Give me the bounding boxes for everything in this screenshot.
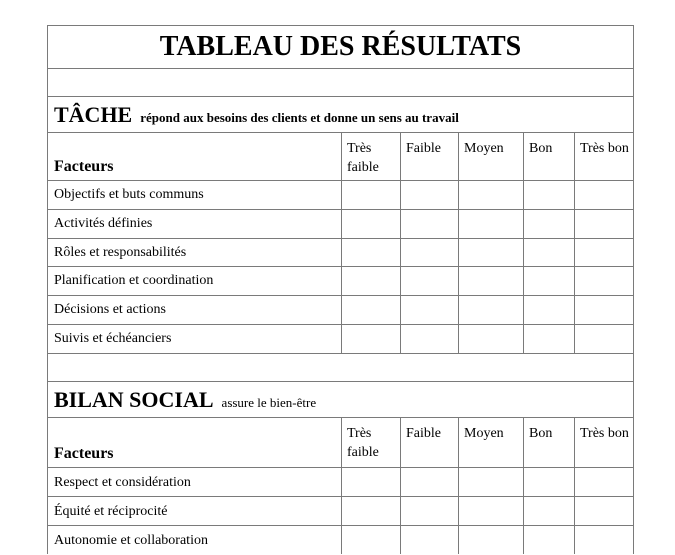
factor-label: Rôles et responsabilités <box>54 244 187 260</box>
factor-row <box>47 180 634 209</box>
rating-cell[interactable] <box>523 239 574 267</box>
rating-header: Très faible <box>341 418 400 467</box>
rating-cell[interactable] <box>523 267 574 295</box>
section-description: assure le bien-être <box>221 395 317 410</box>
rating-cell[interactable] <box>341 181 400 209</box>
factor-label: Planification et coordination <box>54 273 214 289</box>
rating-cell[interactable] <box>400 325 458 353</box>
rating-header: Moyen <box>458 418 523 467</box>
spacer-row <box>47 353 634 381</box>
rating-cell[interactable] <box>400 526 458 554</box>
factors-header: Facteurs <box>54 158 114 175</box>
rating-cell[interactable] <box>523 468 574 496</box>
factor-label: Suivis et échéanciers <box>54 331 172 346</box>
rating-header: Bon <box>523 133 574 180</box>
rating-cell[interactable] <box>341 296 400 324</box>
rating-header: Bon <box>523 418 574 467</box>
rating-cell[interactable] <box>458 210 523 238</box>
factor-row <box>47 324 634 353</box>
rating-cell[interactable] <box>458 239 523 267</box>
rating-cell[interactable] <box>400 239 458 267</box>
rating-cell[interactable] <box>458 526 523 554</box>
rating-cell[interactable] <box>458 181 523 209</box>
factor-label: Respect et considération <box>54 475 191 490</box>
factor-row <box>47 295 634 324</box>
factor-row <box>47 209 634 238</box>
rating-header: Faible <box>400 418 458 467</box>
rating-cell[interactable] <box>574 526 634 554</box>
rating-cell[interactable] <box>400 468 458 496</box>
rating-cell[interactable] <box>341 239 400 267</box>
rating-cell[interactable] <box>341 267 400 295</box>
rating-cell[interactable] <box>341 497 400 525</box>
rating-cell[interactable] <box>400 497 458 525</box>
section-name: TÂCHE <box>54 102 133 127</box>
rating-cell[interactable] <box>341 526 400 554</box>
rating-cell[interactable] <box>523 181 574 209</box>
factor-label: Équité et réciprocité <box>54 504 168 519</box>
rating-cell[interactable] <box>574 296 634 324</box>
rating-cell[interactable] <box>400 296 458 324</box>
spacer-row <box>47 68 634 96</box>
section-name: BILAN SOCIAL <box>54 387 214 412</box>
factor-row <box>47 525 634 554</box>
factor-label: Autonomie et collaboration <box>54 533 208 548</box>
rating-header: Moyen <box>458 133 523 180</box>
rating-header: Très bon <box>574 418 634 467</box>
table-title: TABLEAU DES RÉSULTATS <box>47 25 634 68</box>
rating-cell[interactable] <box>574 325 634 353</box>
factor-label: Activités définies <box>54 215 153 231</box>
rating-cell[interactable] <box>523 526 574 554</box>
rating-cell[interactable] <box>458 325 523 353</box>
rating-cell[interactable] <box>574 468 634 496</box>
factor-label: Décisions et actions <box>54 302 166 318</box>
rating-header: Faible <box>400 133 458 180</box>
rating-cell[interactable] <box>400 267 458 295</box>
rating-cell[interactable] <box>400 181 458 209</box>
rating-cell[interactable] <box>341 210 400 238</box>
factors-header: Facteurs <box>54 445 114 462</box>
rating-cell[interactable] <box>574 181 634 209</box>
rating-header: Très bon <box>574 133 634 180</box>
rating-cell[interactable] <box>523 210 574 238</box>
rating-cell[interactable] <box>574 497 634 525</box>
rating-cell[interactable] <box>574 267 634 295</box>
column-header-row <box>47 132 634 180</box>
rating-cell[interactable] <box>523 296 574 324</box>
section-header-tache <box>47 96 634 132</box>
rating-cell[interactable] <box>400 210 458 238</box>
rating-cell[interactable] <box>458 497 523 525</box>
factor-row <box>47 266 634 295</box>
rating-header: Très faible <box>341 133 400 180</box>
factor-row <box>47 467 634 496</box>
column-header-row <box>47 417 634 467</box>
rating-cell[interactable] <box>458 296 523 324</box>
rating-cell[interactable] <box>458 267 523 295</box>
rating-cell[interactable] <box>574 210 634 238</box>
rating-cell[interactable] <box>574 239 634 267</box>
factor-row <box>47 496 634 525</box>
section-description: répond aux besoins des clients et donne un sens au travail <box>140 110 459 125</box>
rating-cell[interactable] <box>341 325 400 353</box>
rating-cell[interactable] <box>523 497 574 525</box>
rating-cell[interactable] <box>523 325 574 353</box>
rating-cell[interactable] <box>458 468 523 496</box>
factor-label: Objectifs et buts communs <box>54 187 204 202</box>
rating-cell[interactable] <box>341 468 400 496</box>
section-header-bilan-social <box>47 381 634 417</box>
factor-row <box>47 238 634 267</box>
